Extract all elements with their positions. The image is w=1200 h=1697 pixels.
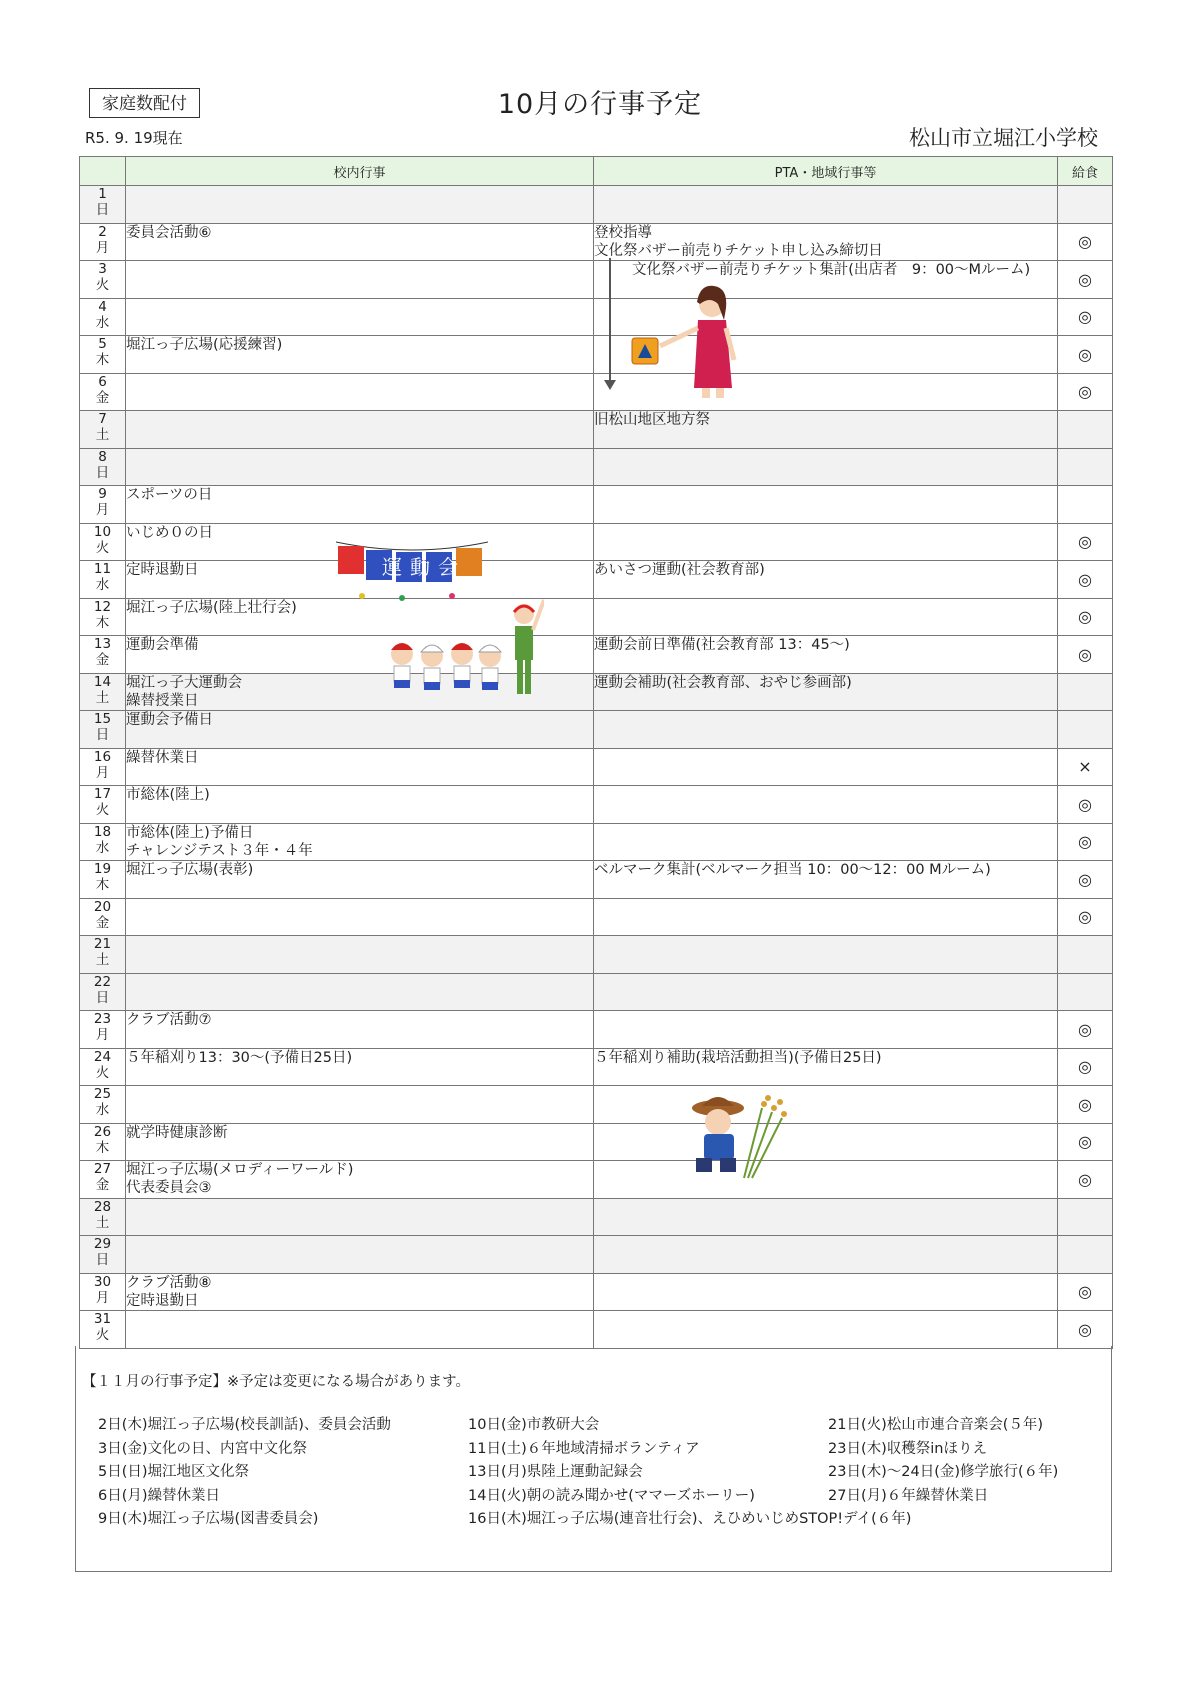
- children-running-illustration: [384, 594, 544, 698]
- day-number: 21: [93, 936, 112, 952]
- as-of-date: R5. 9. 19現在: [85, 129, 183, 147]
- pta-event-cell: 登校指導 文化祭バザー前売りチケット申し込み締切日: [594, 223, 1058, 261]
- weekday: 日: [95, 464, 110, 481]
- weekday: 土: [95, 689, 110, 706]
- day-cell: [80, 973, 126, 1011]
- day-number: 19: [93, 861, 112, 877]
- lunch-cell: ◎: [1058, 823, 1113, 861]
- school-event-cell: [126, 373, 594, 411]
- table-row: [80, 223, 1113, 261]
- day-number: 6: [98, 373, 107, 390]
- school-event-cell: 定時退勤日: [126, 561, 594, 599]
- schedule-table: [79, 156, 1113, 1349]
- day-number: 1: [98, 186, 107, 202]
- lunch-cell: [1058, 411, 1113, 449]
- weekday: 月: [95, 1289, 110, 1306]
- lunch-cell: [1058, 186, 1113, 224]
- day-cell: [80, 1123, 126, 1161]
- school-event-cell: 堀江っ子広場(メロディーワールド) 代表委員会③: [126, 1161, 594, 1199]
- pta-event-cell: [594, 1273, 1058, 1311]
- day-cell: [80, 298, 126, 336]
- table-row: [80, 711, 1113, 749]
- day-cell: [80, 1236, 126, 1274]
- table-row: [80, 936, 1113, 974]
- table-row: [80, 186, 1113, 224]
- table-row: [80, 861, 1113, 899]
- pta-event-cell: [594, 786, 1058, 824]
- lunch-cell: [1058, 486, 1113, 524]
- table-row: [80, 486, 1113, 524]
- table-header-row: [80, 157, 1113, 186]
- lunch-cell: ◎: [1058, 336, 1113, 374]
- school-name: 松山市立堀江小学校: [909, 126, 1098, 150]
- school-event-cell: 堀江っ子広場(応援練習): [126, 336, 594, 374]
- day-number: 18: [93, 823, 112, 840]
- school-event-cell: 市総体(陸上): [126, 786, 594, 824]
- november-event: 13日(月)県陸上運動記録会: [468, 1464, 643, 1480]
- pta-event-cell: [594, 898, 1058, 936]
- day-cell: [80, 1086, 126, 1124]
- table-row: [80, 748, 1113, 786]
- day-number: 10: [93, 523, 112, 540]
- pta-event-cell: ５年稲刈り補助(栽培活動担当)(予備日25日): [594, 1048, 1058, 1086]
- day-cell: [80, 936, 126, 974]
- table-row: [80, 336, 1113, 374]
- day-cell: [80, 448, 126, 486]
- day-number: 26: [93, 1123, 112, 1140]
- november-event: 3日(金)文化の日、内宮中文化祭: [98, 1440, 308, 1457]
- day-cell: [80, 673, 126, 711]
- lunch-cell: [1058, 1236, 1113, 1274]
- day-number: 9: [98, 486, 107, 502]
- november-event: 27日(月)６年繰替休業日: [828, 1487, 989, 1504]
- weekday: 月: [95, 239, 110, 256]
- banner-text: 運動会: [382, 555, 466, 579]
- school-event-cell: [126, 1236, 594, 1274]
- table-row: [80, 786, 1113, 824]
- table-row: [80, 636, 1113, 674]
- day-cell: [80, 1161, 126, 1199]
- day-number: 17: [93, 786, 112, 802]
- school-event-cell: 繰替休業日: [126, 748, 594, 786]
- pta-event-cell: [594, 1198, 1058, 1236]
- school-event-cell: [126, 411, 594, 449]
- day-number: 24: [93, 1048, 112, 1065]
- november-event: 21日(火)松山市連合音楽会(５年): [828, 1417, 1044, 1433]
- day-number: 13: [93, 636, 112, 652]
- lunch-cell: ◎: [1058, 373, 1113, 411]
- header-school-events: 校内行事: [126, 157, 594, 186]
- november-event: 16日(木)堀江っ子広場(連音壮行会)、えひめいじめSTOP!デイ(６年): [468, 1511, 912, 1527]
- day-number: 7: [98, 411, 107, 427]
- november-column-1: [98, 1414, 391, 1532]
- pta-event-cell: [594, 1311, 1058, 1349]
- day-number: 27: [93, 1161, 112, 1177]
- november-column-3: [828, 1414, 1058, 1508]
- school-event-cell: [126, 186, 594, 224]
- november-event: 23日(木)収穫祭inほりえ: [828, 1440, 987, 1457]
- weekday: 火: [95, 1064, 110, 1081]
- school-event-cell: スポーツの日: [126, 486, 594, 524]
- school-event-cell: 委員会活動⑥: [126, 223, 594, 261]
- table-row: [80, 411, 1113, 449]
- school-event-cell: 堀江っ子大運動会 繰替授業日: [126, 673, 594, 711]
- lunch-cell: ◎: [1058, 1011, 1113, 1049]
- day-number: 30: [93, 1273, 112, 1290]
- weekday: 土: [95, 1214, 110, 1231]
- weekday: 木: [95, 877, 110, 893]
- school-event-cell: [126, 298, 594, 336]
- weekday: 火: [95, 277, 110, 293]
- lunch-cell: [1058, 711, 1113, 749]
- weekday: 火: [95, 539, 110, 556]
- weekday: 土: [95, 952, 110, 968]
- day-cell: [80, 186, 126, 224]
- distribution-tag: 家庭数配付: [89, 88, 200, 118]
- day-cell: [80, 1198, 126, 1236]
- schedule-body: [80, 186, 1113, 1349]
- day-cell: [80, 411, 126, 449]
- weekday: 水: [95, 1102, 110, 1118]
- day-cell: [80, 523, 126, 561]
- table-row: [80, 523, 1113, 561]
- pta-event-cell: [594, 973, 1058, 1011]
- pta-event-cell: あいさつ運動(社会教育部): [594, 561, 1058, 599]
- november-event: 14日(火)朝の読み聞かせ(ママーズホーリー): [468, 1487, 755, 1504]
- day-number: 15: [93, 711, 112, 727]
- pta-event-cell: 運動会補助(社会教育部、おやじ参画部): [594, 673, 1058, 711]
- table-row: [80, 561, 1113, 599]
- day-cell: [80, 373, 126, 411]
- header-day: [80, 157, 126, 186]
- table-row: [80, 1123, 1113, 1161]
- table-row: [80, 448, 1113, 486]
- day-cell: [80, 636, 126, 674]
- day-number: 14: [93, 673, 112, 690]
- day-number: 29: [93, 1236, 112, 1252]
- pta-event-cell: [594, 1086, 1058, 1124]
- weekday: 日: [95, 202, 110, 218]
- pta-event-cell: [594, 186, 1058, 224]
- day-cell: [80, 336, 126, 374]
- day-cell: [80, 786, 126, 824]
- day-number: 4: [98, 298, 107, 315]
- weekday: 日: [95, 727, 110, 743]
- november-heading: 【１１月の行事予定】※予定は変更になる場合があります。: [82, 1374, 470, 1390]
- day-cell: [80, 748, 126, 786]
- weekday: 水: [95, 839, 110, 856]
- lunch-cell: ◎: [1058, 1273, 1113, 1311]
- table-row: [80, 373, 1113, 411]
- day-number: 11: [93, 561, 112, 577]
- day-cell: [80, 861, 126, 899]
- day-number: 25: [93, 1086, 112, 1102]
- school-event-cell: [126, 1311, 594, 1349]
- lunch-cell: ◎: [1058, 786, 1113, 824]
- lunch-cell: ◎: [1058, 523, 1113, 561]
- weekday: 水: [95, 314, 110, 331]
- school-event-cell: 市総体(陸上)予備日 チャレンジテスト３年・４年: [126, 823, 594, 861]
- lunch-cell: ◎: [1058, 1086, 1113, 1124]
- table-row: [80, 1048, 1113, 1086]
- november-event: 6日(月)繰替休業日: [98, 1487, 221, 1504]
- weekday: 金: [95, 652, 110, 668]
- header-lunch: 給食: [1058, 157, 1113, 186]
- november-event: 23日(木)〜24日(金)修学旅行(６年): [828, 1464, 1059, 1480]
- weekday: 木: [95, 614, 110, 631]
- lunch-cell: ◎: [1058, 636, 1113, 674]
- day-number: 22: [93, 973, 112, 990]
- weekday: 日: [95, 989, 110, 1006]
- pta-event-cell: [594, 1123, 1058, 1161]
- pta-event-cell: [594, 448, 1058, 486]
- lunch-cell: ◎: [1058, 1123, 1113, 1161]
- table-row: [80, 1311, 1113, 1349]
- lunch-cell: [1058, 973, 1113, 1011]
- school-event-cell: 就学時健康診断: [126, 1123, 594, 1161]
- weekday: 火: [95, 802, 110, 818]
- school-event-cell: [126, 1198, 594, 1236]
- lunch-cell: ◎: [1058, 298, 1113, 336]
- weekday: 日: [95, 1252, 110, 1268]
- pta-event-cell: [594, 598, 1058, 636]
- pta-event-cell: [594, 1236, 1058, 1274]
- day-number: 23: [93, 1011, 112, 1027]
- school-event-cell: [126, 973, 594, 1011]
- lunch-cell: [1058, 673, 1113, 711]
- school-event-cell: 運動会準備: [126, 636, 594, 674]
- day-cell: [80, 1011, 126, 1049]
- weekday: 木: [95, 1139, 110, 1156]
- pta-event-cell: [594, 711, 1058, 749]
- pta-event-cell: [594, 823, 1058, 861]
- weekday: 月: [95, 502, 110, 518]
- table-row: [80, 673, 1113, 711]
- table-row: [80, 973, 1113, 1011]
- table-row: [80, 898, 1113, 936]
- november-event: 9日(木)堀江っ子広場(図書委員会): [98, 1511, 319, 1527]
- day-number: 31: [93, 1311, 112, 1327]
- day-cell: [80, 1048, 126, 1086]
- table-row: [80, 598, 1113, 636]
- header-pta-events: PTA・地域行事等: [594, 157, 1058, 186]
- day-cell: [80, 486, 126, 524]
- table-row: [80, 1011, 1113, 1049]
- lunch-cell: [1058, 1198, 1113, 1236]
- lunch-cell: ◎: [1058, 898, 1113, 936]
- school-event-cell: クラブ活動⑦: [126, 1011, 594, 1049]
- school-event-cell: [126, 936, 594, 974]
- weekday: 金: [95, 1177, 110, 1193]
- table-row: [80, 261, 1113, 299]
- rice-harvest-illustration: [682, 1088, 792, 1180]
- day-cell: [80, 823, 126, 861]
- pta-event-cell: [594, 523, 1058, 561]
- day-number: 20: [93, 898, 112, 915]
- day-cell: [80, 598, 126, 636]
- lunch-cell: ◎: [1058, 598, 1113, 636]
- day-number: 5: [98, 336, 107, 352]
- lunch-cell: ◎: [1058, 561, 1113, 599]
- school-event-cell: ５年稲刈り13：30〜(予備日25日): [126, 1048, 594, 1086]
- weekday: 金: [95, 914, 110, 931]
- pta-event-cell: [594, 936, 1058, 974]
- day-cell: [80, 1311, 126, 1349]
- day-number: 3: [98, 261, 107, 277]
- table-row: [80, 1273, 1113, 1311]
- page-title: 10月の行事予定: [497, 89, 703, 120]
- pta-event-cell: [594, 748, 1058, 786]
- table-row: [80, 1161, 1113, 1199]
- lunch-cell: ×: [1058, 748, 1113, 786]
- table-row: [80, 823, 1113, 861]
- school-event-cell: 運動会予備日: [126, 711, 594, 749]
- pta-event-cell: 運動会前日準備(社会教育部 13：45〜): [594, 636, 1058, 674]
- school-event-cell: [126, 448, 594, 486]
- weekday: 月: [95, 1027, 110, 1043]
- november-event: 5日(日)堀江地区文化祭: [98, 1464, 250, 1480]
- november-event: 10日(金)市教研大会: [468, 1417, 600, 1433]
- lunch-cell: ◎: [1058, 861, 1113, 899]
- day-cell: [80, 223, 126, 261]
- lunch-cell: [1058, 448, 1113, 486]
- november-event: 11日(土)６年地域清掃ボランティア: [468, 1440, 700, 1457]
- school-event-cell: [126, 261, 594, 299]
- school-event-cell: [126, 898, 594, 936]
- school-event-cell: クラブ活動⑧ 定時退勤日: [126, 1273, 594, 1311]
- weekday: 月: [95, 764, 110, 781]
- school-event-cell: 堀江っ子広場(陸上壮行会): [126, 598, 594, 636]
- lunch-cell: ◎: [1058, 1048, 1113, 1086]
- weekday: 木: [95, 352, 110, 368]
- pta-event-cell: [594, 1161, 1058, 1199]
- day-cell: [80, 898, 126, 936]
- day-number: 8: [98, 448, 107, 465]
- lunch-cell: ◎: [1058, 1311, 1113, 1349]
- weekday: 水: [95, 577, 110, 593]
- pta-event-cell: ベルマーク集計(ベルマーク担当 10：00〜12：00 Mルーム): [594, 861, 1058, 899]
- day-number: 2: [98, 223, 107, 240]
- day-cell: [80, 711, 126, 749]
- table-row: [80, 1086, 1113, 1124]
- weekday: 土: [95, 427, 110, 443]
- school-event-cell: [126, 1086, 594, 1124]
- weekday: 火: [95, 1327, 110, 1343]
- pta-event-cell: [594, 486, 1058, 524]
- weekday: 金: [95, 389, 110, 406]
- day-cell: [80, 1273, 126, 1311]
- table-row: [80, 1236, 1113, 1274]
- school-event-cell: 堀江っ子広場(表彰): [126, 861, 594, 899]
- lunch-cell: ◎: [1058, 223, 1113, 261]
- lunch-cell: [1058, 936, 1113, 974]
- table-row: [80, 298, 1113, 336]
- lunch-cell: ◎: [1058, 261, 1113, 299]
- day-cell: [80, 261, 126, 299]
- november-event: 2日(木)堀江っ子広場(校長訓話)、委員会活動: [98, 1417, 391, 1433]
- pta-event-cell: [594, 1011, 1058, 1049]
- lunch-cell: ◎: [1058, 1161, 1113, 1199]
- day-cell: [80, 561, 126, 599]
- crossing-guard-illustration: [600, 248, 760, 408]
- pta-event-cell: 文化祭バザー前売りチケット集計(出店者 9：00〜Mルーム): [594, 261, 1058, 299]
- day-number: 12: [93, 598, 112, 615]
- day-number: 28: [93, 1198, 112, 1215]
- school-event-cell: いじめ０の日: [126, 523, 594, 561]
- table-row: [80, 1198, 1113, 1236]
- pta-event-cell: 旧松山地区地方祭: [594, 411, 1058, 449]
- day-number: 16: [93, 748, 112, 765]
